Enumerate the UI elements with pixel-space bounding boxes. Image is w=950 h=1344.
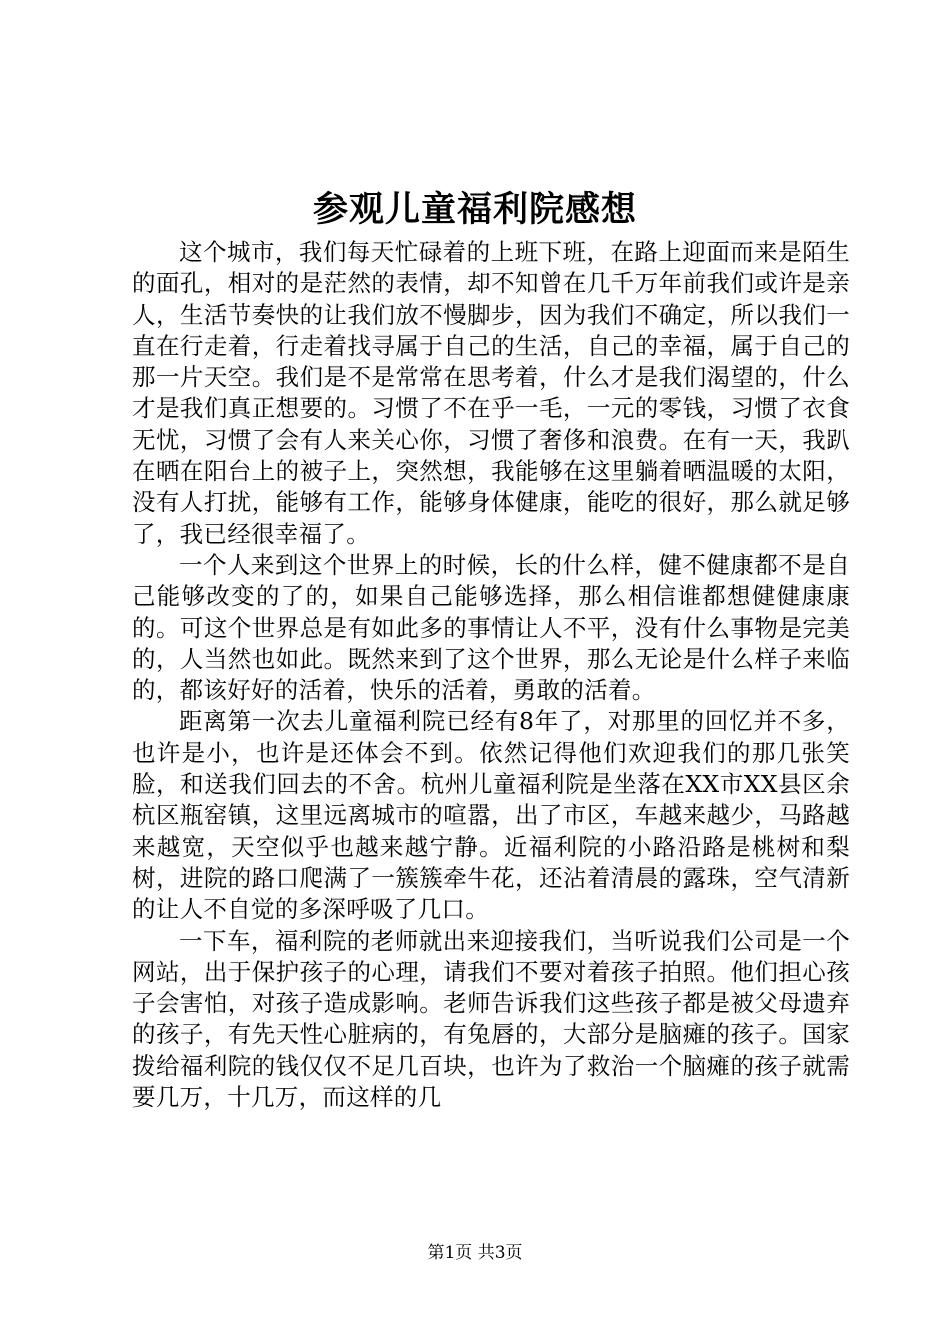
paragraph-4: 一下车，福利院的老师就出来迎接我们，当听说我们公司是一个网站，出于保护孩子的心理，请我们不要对着孩子拍照。他们担心孩子会害怕，对孩子造成影响。老师告诉我们这些孩子都是被父母遗弃的孩子，有先天性心脏病的，有兔唇的，大部分是脑瘫的孩子。国家拨给福利院的钱仅仅不足几百块，也许为了救治一个脑瘫的孩子就需要几万，十几万，而这样的几 [132,926,850,1112]
document-title: 参观儿童福利院感想 [312,189,637,230]
paragraph-3: 距离第一次去儿童福利院已经有8年了，对那里的回忆并不多，也许是小，也许是还体会不到。依然记得他们欢迎我们的那几张笑脸，和送我们回去的不舍。杭州儿童福利院是坐落在XX市XX县区余杭区瓶窑镇，这里远离城市的喧嚣，出了市区，车越来越少，马路越来越宽，天空似乎也越来越宁静。近福利院的小路沿路是桃树和梨树，进院的路口爬满了一簇簇牵牛花，还沾着清晨的露珠，空气清新的让人不自觉的多深呼吸了几口。 [132,707,850,924]
page-footer: 第1页 共3页 [427,1243,523,1263]
paragraph-1: 这个城市，我们每天忙碌着的上班下班，在路上迎面而来是陌生的面孔，相对的是茫然的表情，却不知曾在几千万年前我们或许是亲人，生活节奏快的让我们放不慢脚步，因为我们不确定，所以我们一直在行走着，行走着找寻属于自己的生活，自己的幸福，属于自己的那一片天空。我们是不是常常在思考着，什么才是我们渴望的，什么才是我们真正想要的。习惯了不在乎一毛，一元的零钱，习惯了衣食无忧，习惯了会有人来关心你，习惯了奢侈和浪费。在有一天，我趴在晒在阳台上的被子上，突然想，我能够在这里躺着晒温暖的太阳，没有人打扰，能够有工作，能够身体健康，能吃的很好，那么就足够了，我已经很幸福了。 [132,238,850,548]
document-body [132,237,850,1113]
paragraph-2: 一个人来到这个世界上的时候，长的什么样，健不健康都不是自己能够改变的了的，如果自己能够选择，那么相信谁都想健健康康的。可这个世界总是有如此多的事情让人不平，没有什么事物是完美的，人当然也如此。既然来到了这个世界，那么无论是什么样子来临的，都该好好的活着，快乐的活着，勇敢的活着。 [132,550,850,705]
